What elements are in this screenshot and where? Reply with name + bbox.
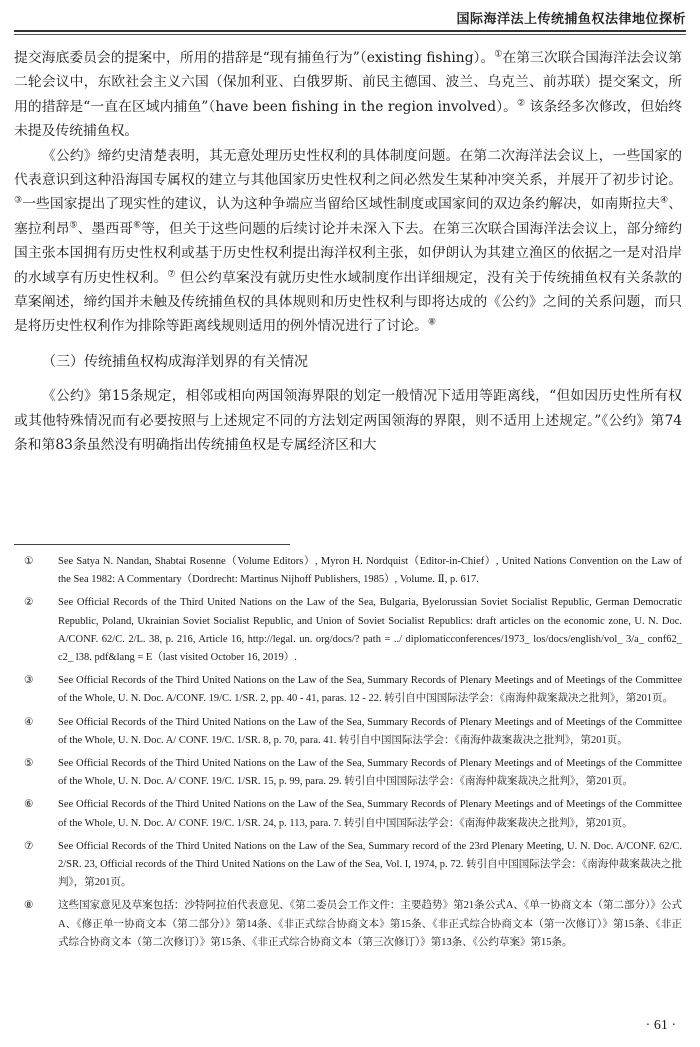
footnote-separator: [14, 544, 290, 545]
running-header-title: 国际海洋法上传统捕鱼权法律地位探析: [456, 12, 686, 27]
footnote-ref-4[interactable]: ④: [660, 195, 669, 206]
footnotes: [14, 553, 682, 957]
footnote-ref-5[interactable]: ⑤: [69, 220, 78, 231]
footnote-item: [14, 553, 682, 589]
footnote-text: See Official Records of the Third United Nations on the Law of the Sea, Summary Records of Plenary Meetings and of Meetings of the Committee of the Whole, U. N. Doc. A/ CONF. 19/C. 1/SR. 8, p. 70, para. 41. 转引自中国国际法学会：《南海仲裁案裁决之批判》，第201页。: [58, 716, 682, 746]
paragraph-2: 《公约》缔约史清楚表明，其无意处理历史性权利的具体制度问题。在第二次海洋法会议上，一些国家的代表意识到这种沿海国专属权的建立与其他国家历史性权利之间必然发生某种冲突关系，并展开了初步讨论。③一些国家提出了现实性的建议，认为这种争端应当留给区域性制度或国家间的双边条约解决，如南斯拉夫④、塞拉利昂⑤、墨西哥⑥等，但关于这些问题的后续讨论并未深入下去。在第三次联合国海洋法会议上，部分缔约国主张本国拥有历史性权利或基于历史性权利提出海洋权利主张，如伊朗认为其建立渔区的依据之一是对沿岸的水域享有历史性权利。⑦ 但公约草案没有就历史性水域制度作出详细规定，没有关于传统捕鱼权有关条款的草案阐述，缔约国并未触及传统捕鱼权的具体规则和历史性权利与即将达成的《公约》之间的关系问题，而只是将历史性权利作为排除等距离线规则适用的例外情况进行了讨论。⑧: [14, 147, 683, 335]
section-heading: （三）传统捕鱼权构成海洋划界的有关情况: [42, 353, 308, 370]
footnote-ref-7[interactable]: ⑦: [167, 269, 176, 280]
header-rule-thin: [14, 34, 686, 35]
footnote-number: ⑤: [24, 758, 34, 770]
footnote-item: [14, 672, 682, 708]
footnote-number: ③: [24, 675, 34, 687]
footnote-number: ⑧: [24, 900, 34, 912]
footnote-item: [14, 796, 682, 832]
footnote-number: ①: [24, 556, 34, 567]
page-number: · 61 ·: [645, 1018, 676, 1033]
footnote-text: 这些国家意见及草案包括：沙特阿拉伯代表意见、《第二委员会工作文件：主要趋势》第21条公式A、《单一协商文本（第二部分）》公式A、《修正单一协商文本（第二部分）》第14条、《非正式综合协商文本》第15条、《非正式综合协商文本（第一次修订）》第15条、《非正式综合协商文本（第二次修订）》第15条、《非正式综合协商文本（第三次修订）》第13条、《公约草案》第15条。: [58, 900, 682, 948]
footnote-ref-8[interactable]: ⑧: [427, 317, 436, 328]
footnote-text: See Official Records of the Third United Nations on the Law of the Sea, Bulgaria, Byelorussian Soviet Socialist Republic, German Democratic Republic, Poland, Ukrainian Soviet Socialist Republic, and Union of Soviet Socialist Republics: draft articles on the economic zone, U. N. Doc. A/CONF. 62/C. 2/L. 38, p. 216, Article 16, http://legal. un. org/docs/? path = ../ diplomaticconferences/1973_ los/docs/english/vol_ 3/a_ conf62_ c2_ l38. pdf&lang = E（last visited October 16, 2019）.: [58, 597, 682, 664]
paragraph-3: 《公约》第15条规定，相邻或相向两国领海界限的划定一般情况下适用等距离线，“但如因历史性所有权或其他特殊情况而有必要按照与上述规定不同的方法划定两国领海的界限，则不适用上述规定。”《公约》第74条和第83条虽然没有明确指出传统捕鱼权是专属经济区和大: [14, 388, 682, 454]
footnote-ref-3[interactable]: ③: [14, 195, 23, 206]
footnote-text: See Official Records of the Third United Nations on the Law of the Sea, Summary Records of Plenary Meetings and of Meetings of the Committee of the Whole, U. N. Doc. A/CONF. 19/C. 1/SR. 2, pp. 40 - 41, paras. 12 - 22. 转引自中国国际法学会：《南海仲裁案裁决之批判》，第201页。: [58, 675, 682, 705]
footnote-number: ②: [24, 597, 34, 609]
footnote-item: [14, 755, 682, 791]
footnote-number: ④: [24, 716, 34, 728]
footnote-ref-1[interactable]: ①: [494, 49, 503, 60]
footnote-item: [14, 897, 682, 952]
paragraph-1: 提交海底委员会的提案中，所用的措辞是“现有捕鱼行为”（existing fishing）。①在第三次联合国海洋法会议第二轮会议中，东欧社会主义六国（保加利亚、白俄罗斯、前民主德国、波兰、乌克兰、前苏联）提交案文，所用的措辞是“一直在区域内捕鱼”（have been fishing in the region involved）。② 该条经多次修改，但始终未提及传统捕鱼权。: [14, 49, 683, 140]
footnote-text: See Official Records of the Third United Nations on the Law of the Sea, Summary Records of Plenary Meetings and of Meetings of the Committee of the Whole, U. N. Doc. A/ CONF. 19/C. 1/SR. 15, p. 99, para. 29. 转引自中国国际法学会：《南海仲裁案裁决之批判》，第201页。: [58, 758, 682, 788]
main-body: [14, 46, 682, 458]
footnote-number: ⑥: [24, 799, 34, 811]
footnote-item: [14, 714, 682, 750]
footnote-text: See Official Records of the Third United Nations on the Law of the Sea, Summary Records of Plenary Meetings and of Meetings of the Committee of the Whole, U. N. Doc. A/ CONF. 19/C. 1/SR. 24, p. 113, para. 7. 转引自中国国际法学会：《南海仲裁案裁决之批判》，第201页。: [58, 799, 682, 829]
header-rule: [14, 30, 686, 32]
footnote-text: See Satya N. Nandan, Shabtai Rosenne（Volume Editors）, Myron H. Nordquist（Editor-in-Chief）, United Nations Convention on the Law of the Sea 1982: A Commentary（Dordrecht: Martinus Nijhoff Publishers, 1985）, Volume. Ⅱ, p. 617.: [58, 556, 682, 586]
footnote-item: [14, 838, 682, 893]
footnote-number: ⑦: [24, 840, 34, 852]
footnote-item: [14, 594, 682, 667]
footnote-ref-2[interactable]: ②: [517, 98, 526, 109]
footnote-ref-6[interactable]: ⑥: [133, 220, 142, 231]
footnote-text: See Official Records of the Third United Nations on the Law of the Sea, Summary record of the 23rd Plenary Meeting, U. N. Doc. A/CONF. 62/C. 2/SR. 23, Official records of the Third United Nations on the Law of the Sea, Vol. I, 1974, p. 72. 转引自中国国际法学会：《南海仲裁案裁决之批判》，第201页。: [58, 840, 682, 889]
